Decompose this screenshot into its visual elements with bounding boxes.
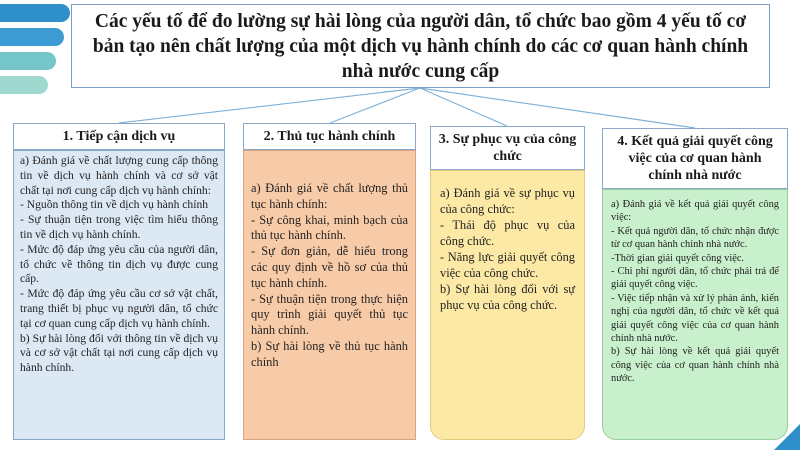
connector-4 [420,88,695,128]
list-item: - Sự thuận tiện trong việc tìm hiểu thông tin về dịch vụ hành chính. [20,213,218,241]
column-body-procedures [243,150,416,440]
column-heading-access: 1. Tiếp cận dịch vụ [13,123,225,150]
list-item: - Năng lực giải quyết công việc của công chức. [440,250,575,280]
column-body-access [13,150,225,440]
list-item: - Nguồn thông tin về dịch vụ hành chính [20,198,209,212]
list-item: - Sự đơn giản, dễ hiểu trong các quy định về hồ sơ của thủ tục hành chính. [251,244,408,290]
list-item: b) Sự hài lòng về kết quả giải quyết công việc của cơ quan hành chính nhà nước. [611,346,779,385]
list-item: - Kết quả người dân, tổ chức nhận được từ cơ quan hành chính nhà nước. [611,225,779,251]
list-item: a) Đánh giá về kết quả giải quyết công việc: [611,199,779,224]
list-item: - Mức độ đáp ứng yêu cầu của người dân, tổ chức về thông tin dịch vụ được cung cấp. [20,242,218,286]
column-body-results [602,189,788,440]
list-item: - Thái độ phục vụ của công chức. [440,218,575,248]
column-heading-procedures: 2. Thủ tục hành chính [243,123,416,150]
list-item: a) Đánh giá về chất lượng thủ tục hành chính: [251,181,408,211]
list-item: b) Sự hài lòng về thủ tục hành chính [251,338,408,369]
list-item: a) Đánh giá về sự phục vụ của công chức: [440,186,575,216]
list-item: - Sự thuận tiện trong thực hiện quy trình giải quyết thủ tục hành chính. [251,291,408,338]
list-item: - Chi phí người dân, tổ chức phải trả để giải quyết công việc. [611,266,779,291]
list-item: - Mức độ đáp ứng yêu cầu cơ sở vật chất, trang thiết bị phục vụ người dân, tổ chức tại cơ quan cung cấp dịch vụ hành chính. [20,287,218,330]
column-heading-results: 4. Kết quả giải quyết công việc của cơ quan hành chính nhà nước [602,128,788,189]
connector-3 [420,88,507,126]
list-item: - Việc tiếp nhận và xử lý phản ánh, kiến nghị của người dân, tổ chức về kết quả giải quyết công việc của cơ quan hành chính nhà nước. [611,292,779,345]
list-item: b) Sự hài lòng đối với thông tin về dịch vụ và cơ sở vật chất tại nơi cung cấp dịch vụ hành chính. [20,331,218,375]
list-item: b) Sự hài lòng đối với sự phục vụ của công chức. [440,282,575,312]
diagram-title: Các yếu tố để đo lường sự hài lòng của người dân, tổ chức bao gồm 4 yếu tố cơ bản tạo nên chất lượng của một dịch vụ hành chính do các cơ quan hành chính nhà nước cung cấp [71,4,770,88]
column-heading-service: 3. Sự phục vụ của công chức [430,126,585,170]
list-item: a) Đánh giá về chất lượng cung cấp thông tin về dịch vụ hành chính và cơ sở vật chất tại nơi cung cấp dịch vụ hành chính: [20,154,218,197]
column-body-service [430,170,585,440]
list-item: - Sự công khai, minh bạch của thủ tục hành chính. [251,212,408,243]
list-item: -Thời gian giải quyết công việc. [611,252,745,264]
